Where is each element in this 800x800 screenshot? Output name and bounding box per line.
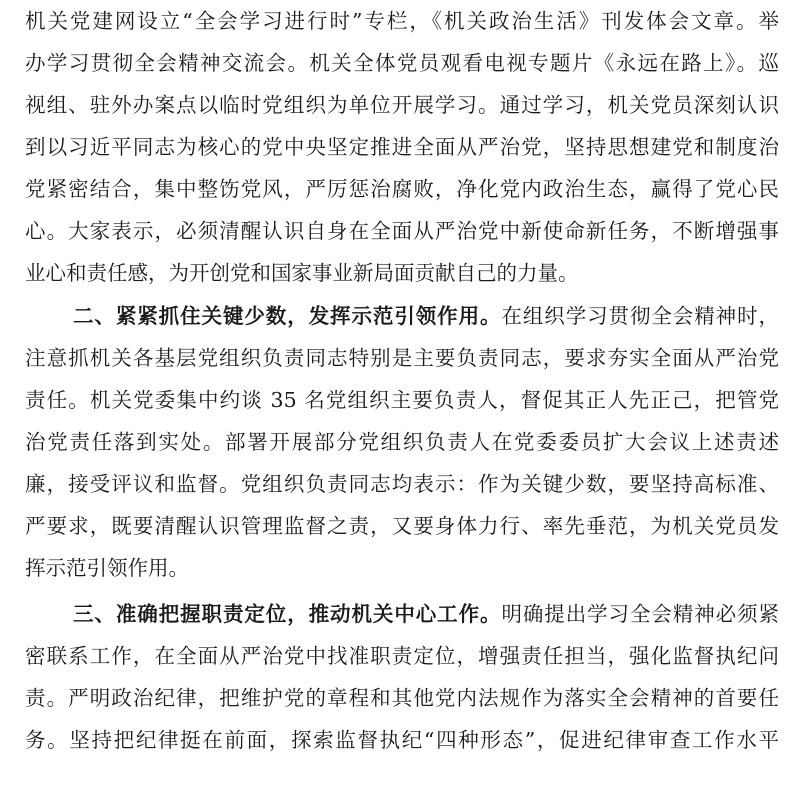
text-line: 业心和责任感，为开创党和国家事业新局面贡献自己的力量。 [25,261,579,285]
text-line: 务。坚持把纪律挺在前面，探索监督执纪“四种形态”，促进纪律审查工作水平 [25,728,779,752]
text-line: 党紧密结合，集中整饬党风，严厉惩治腐败，净化党内政治生态，赢得了党心民 [25,177,779,201]
text-line: 机关党建网设立“全会学习进行时”专栏，《机关政治生活》刊发体会文章。举 [25,9,779,33]
section-heading: 二、紧紧抓住关键少数，发挥示范引领作用。 [73,304,502,328]
text-line: 责任。机关党委集中约谈 35 名党组织主要负责人，督促其正人先正己，把管党 [25,388,779,412]
text-line [73,599,779,629]
text-line: 注意抓机关各基层党组织负责同志特别是主要负责同志，要求夯实全面从严治党 [25,346,779,370]
text-run: 在组织学习贯彻全会精神时， [501,304,779,328]
text-line: 廉，接受评议和监督。党组织负责同志均表示：作为关键少数，要坚持高标准、 [25,472,779,496]
section-heading: 三、准确把握职责定位，推动机关中心工作。 [73,602,502,626]
text-line: 治党责任落到实处。部署开展部分党组织负责人在党委委员扩大会议上述责述 [25,430,779,454]
text-line: 密联系工作，在全面从严治党中找准职责定位，增强责任担当，强化监督执纪问 [25,644,779,668]
text-line: 责。严明政治纪律，把维护党的章程和其他党内法规作为落实全会精神的首要任 [25,686,779,710]
text-line: 严要求，既要清醒认识管理监督之责，又要身体力行、率先垂范，为机关党员发 [25,514,779,538]
text-line [73,301,779,331]
text-line: 视组、驻外办案点以临时党组织为单位开展学习。通过学习，机关党员深刻认识 [25,93,779,117]
text-line: 挥示范引领作用。 [25,556,189,580]
text-line: 办学习贯彻全会精神交流会。机关全体党员观看电视专题片《永远在路上》。巡 [25,51,779,75]
text-run: 明确提出学习全会精神必须紧 [501,602,779,626]
text-line: 到以习近平同志为核心的党中央坚定推进全面从严治党，坚持思想建党和制度治 [25,135,779,159]
text-line: 心。大家表示，必须清醒认识自身在全面从严治党中新使命新任务，不断增强事 [25,219,779,243]
